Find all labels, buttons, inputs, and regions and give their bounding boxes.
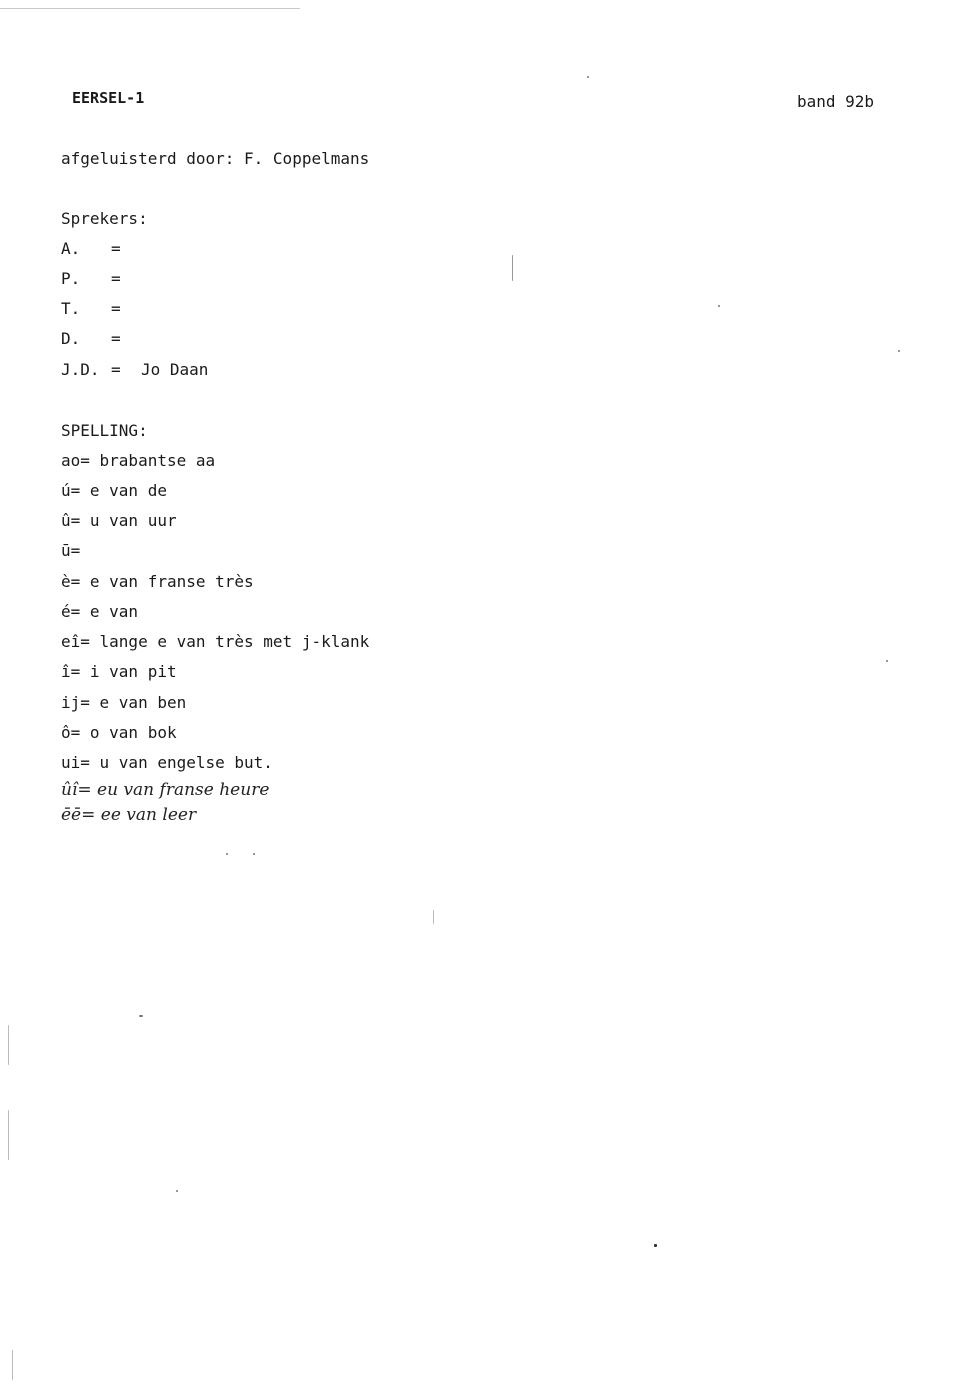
spelling-item: ū=: [61, 541, 81, 560]
spelling-item-handwritten: ēē= ee van leer: [61, 805, 197, 825]
spelling-item: î= i van pit: [61, 662, 177, 681]
scan-speck: [587, 76, 589, 78]
speaker-label: T.: [61, 299, 81, 318]
speaker-equals: =: [111, 239, 121, 258]
scan-speck: [226, 853, 228, 855]
spelling-item: ao= brabantse aa: [61, 451, 216, 470]
speaker-label: P.: [61, 269, 81, 288]
scan-speck: [139, 1015, 143, 1017]
spelling-item: ui= u van engelse but.: [61, 753, 273, 772]
speaker-label: A.: [61, 239, 81, 258]
scan-speck: [8, 1025, 9, 1065]
scan-speck: [12, 1350, 13, 1380]
scan-speck: [898, 350, 900, 352]
transcribed-by: afgeluisterd door: F. Coppelmans: [61, 149, 370, 168]
speaker-label: D.: [61, 329, 81, 348]
spelling-item: è= e van franse très: [61, 572, 254, 591]
spelling-heading: SPELLING:: [61, 421, 148, 440]
top-scan-edge: [0, 8, 300, 9]
tape-number: band 92b: [797, 92, 875, 111]
spelling-item: ô= o van bok: [61, 723, 177, 742]
speakers-heading: Sprekers:: [61, 209, 148, 228]
scan-speck: [886, 660, 888, 662]
scan-speck: [718, 305, 720, 307]
speaker-label: J.D.: [61, 360, 100, 379]
scan-speck: [176, 1190, 178, 1192]
scan-speck: [433, 910, 434, 924]
spelling-item: eî= lange e van très met j-klank: [61, 632, 370, 651]
spelling-item: é= e van: [61, 602, 139, 621]
location-code: EERSEL-1: [72, 89, 145, 107]
speaker-equals: =: [111, 299, 121, 318]
scan-speck: [654, 1244, 657, 1247]
scan-speck: [512, 255, 513, 281]
speaker-equals: =: [111, 360, 121, 379]
spelling-item: ú= e van de: [61, 481, 167, 500]
spelling-item: û= u van uur: [61, 511, 177, 530]
scan-speck: [253, 853, 255, 855]
spelling-item: ij= e van ben: [61, 693, 187, 712]
speaker-equals: =: [111, 329, 121, 348]
spelling-item-handwritten: ûî= eu van franse heure: [61, 780, 270, 800]
speaker-name: Jo Daan: [141, 360, 209, 379]
speaker-equals: =: [111, 269, 121, 288]
scan-speck: [8, 1110, 9, 1160]
